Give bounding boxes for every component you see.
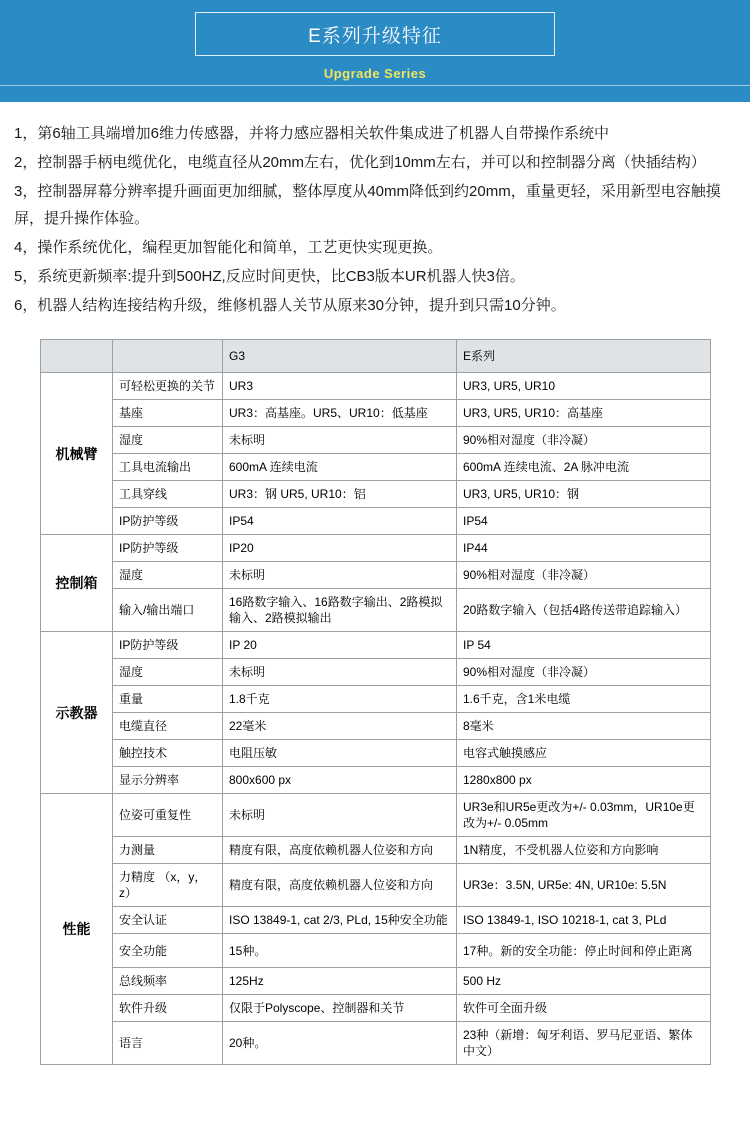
row-label: 湿度 xyxy=(113,427,223,454)
cell-e: IP 54 xyxy=(457,632,711,659)
cell-g3: 未标明 xyxy=(223,427,457,454)
feature-item: 3，控制器屏幕分辨率提升画面更加细腻，整体厚度从40mm降低到约20mm，重量更轻，采用新型电容触摸屏，提升操作体验。 xyxy=(14,183,721,227)
row-label: 软件升级 xyxy=(113,995,223,1022)
table-row xyxy=(41,1022,711,1065)
cell-e: UR3, UR5, UR10：钢 xyxy=(457,481,711,508)
row-label: IP防护等级 xyxy=(113,632,223,659)
row-label: 力精度 （x，y，z） xyxy=(113,864,223,907)
table-row xyxy=(41,481,711,508)
header-cell-e-series: E系列 xyxy=(457,340,711,373)
banner-title-box xyxy=(195,12,555,56)
cell-e: 1.6千克，含1米电缆 xyxy=(457,686,711,713)
table-row xyxy=(41,454,711,481)
row-label: 输入/输出端口 xyxy=(113,589,223,632)
header-banner xyxy=(0,0,750,102)
row-label: 安全功能 xyxy=(113,934,223,968)
row-label: 电缆直径 xyxy=(113,713,223,740)
table-row xyxy=(41,373,711,400)
cell-g3: IP 20 xyxy=(223,632,457,659)
table-row xyxy=(41,508,711,535)
cell-e: ISO 13849-1, ISO 10218-1, cat 3, PLd xyxy=(457,907,711,934)
header-cell-g3: G3 xyxy=(223,340,457,373)
cell-e: 电容式触摸感应 xyxy=(457,740,711,767)
table-header-row xyxy=(41,340,711,373)
cell-e: 23种（新增：匈牙利语、罗马尼亚语、繁体中文） xyxy=(457,1022,711,1065)
group-label-teachpendant: 示教器 xyxy=(41,632,113,794)
table-row xyxy=(41,794,711,837)
cell-g3: 1.8千克 xyxy=(223,686,457,713)
group-label-performance: 性能 xyxy=(41,794,113,1065)
row-label: IP防护等级 xyxy=(113,535,223,562)
table-row xyxy=(41,589,711,632)
cell-g3: UR3：高基座。UR5、UR10：低基座 xyxy=(223,400,457,427)
feature-item: 5，系统更新频率:提升到500HZ,反应时间更快，比CB3版本UR机器人快3倍。 xyxy=(14,268,525,285)
cell-e: 17种。新的安全功能：停止时间和停止距离 xyxy=(457,934,711,968)
spec-table-wrapper xyxy=(0,327,750,1091)
cell-e: 90%相对湿度（非冷凝） xyxy=(457,427,711,454)
table-row xyxy=(41,632,711,659)
table-row xyxy=(41,686,711,713)
row-label: 触控技术 xyxy=(113,740,223,767)
row-label: 可轻松更换的关节 xyxy=(113,373,223,400)
table-row xyxy=(41,934,711,968)
feature-list xyxy=(0,102,750,327)
cell-e: 20路数字输入（包括4路传送带追踪输入） xyxy=(457,589,711,632)
cell-g3: IP54 xyxy=(223,508,457,535)
header-cell-blank-2 xyxy=(113,340,223,373)
cell-e: UR3, UR5, UR10：高基座 xyxy=(457,400,711,427)
row-label: 语言 xyxy=(113,1022,223,1065)
table-row xyxy=(41,907,711,934)
row-label: IP防护等级 xyxy=(113,508,223,535)
row-label: 湿度 xyxy=(113,659,223,686)
header-cell-blank-1 xyxy=(41,340,113,373)
banner-divider xyxy=(0,85,750,86)
table-row xyxy=(41,837,711,864)
feature-item: 1，第6轴工具端增加6维力传感器，并将力感应器相关软件集成进了机器人自带操作系统中 xyxy=(14,125,610,142)
cell-g3: ISO 13849-1, cat 2/3, PLd, 15种安全功能 xyxy=(223,907,457,934)
cell-e: UR3, UR5, UR10 xyxy=(457,373,711,400)
cell-g3: 未标明 xyxy=(223,562,457,589)
cell-e: 软件可全面升级 xyxy=(457,995,711,1022)
row-label: 位姿可重复性 xyxy=(113,794,223,837)
cell-g3: 仅限于Polyscope、控制器和关节 xyxy=(223,995,457,1022)
table-row xyxy=(41,864,711,907)
table-row xyxy=(41,562,711,589)
table-row xyxy=(41,427,711,454)
cell-e: IP44 xyxy=(457,535,711,562)
cell-g3: 20种。 xyxy=(223,1022,457,1065)
cell-g3: 未标明 xyxy=(223,794,457,837)
feature-item: 6，机器人结构连接结构升级，维修机器人关节从原来30分钟，提升到只需10分钟。 xyxy=(14,297,566,314)
group-label-controlbox: 控制箱 xyxy=(41,535,113,632)
row-label: 总线频率 xyxy=(113,968,223,995)
table-row xyxy=(41,713,711,740)
feature-item: 2，控制器手柄电缆优化，电缆直径从20mm左右，优化到10mm左右，并可以和控制器分离（快插结构） xyxy=(14,154,706,171)
cell-g3: 未标明 xyxy=(223,659,457,686)
cell-e: 1N精度，不受机器人位姿和方向影响 xyxy=(457,837,711,864)
cell-g3: 125Hz xyxy=(223,968,457,995)
cell-e: 90%相对湿度（非冷凝） xyxy=(457,659,711,686)
cell-e: 500 Hz xyxy=(457,968,711,995)
row-label: 湿度 xyxy=(113,562,223,589)
cell-g3: 22毫米 xyxy=(223,713,457,740)
banner-subtitle: Upgrade Series xyxy=(323,66,427,81)
table-row xyxy=(41,767,711,794)
row-label: 工具电流输出 xyxy=(113,454,223,481)
cell-e: 600mA 连续电流、2A 脉冲电流 xyxy=(457,454,711,481)
row-label: 力测量 xyxy=(113,837,223,864)
cell-g3: UR3 xyxy=(223,373,457,400)
cell-e: 1280x800 px xyxy=(457,767,711,794)
cell-e: 90%相对湿度（非冷凝） xyxy=(457,562,711,589)
cell-g3: 800x600 px xyxy=(223,767,457,794)
row-label: 重量 xyxy=(113,686,223,713)
cell-g3: UR3：钢 UR5, UR10：铝 xyxy=(223,481,457,508)
cell-g3: IP20 xyxy=(223,535,457,562)
cell-e: UR3e：3.5N, UR5e: 4N, UR10e: 5.5N xyxy=(457,864,711,907)
table-row xyxy=(41,659,711,686)
cell-g3: 精度有限，高度依赖机器人位姿和方向 xyxy=(223,864,457,907)
row-label: 工具穿线 xyxy=(113,481,223,508)
table-row xyxy=(41,400,711,427)
group-label-arm: 机械臂 xyxy=(41,373,113,535)
cell-g3: 电阻压敏 xyxy=(223,740,457,767)
row-label: 基座 xyxy=(113,400,223,427)
comparison-table xyxy=(40,339,711,1065)
cell-g3: 精度有限，高度依赖机器人位姿和方向 xyxy=(223,837,457,864)
cell-g3: 15种。 xyxy=(223,934,457,968)
feature-item: 4，操作系统优化，编程更加智能化和简单，工艺更快实现更换。 xyxy=(14,239,443,256)
table-row xyxy=(41,740,711,767)
row-label: 显示分辨率 xyxy=(113,767,223,794)
cell-e: UR3e和UR5e更改为+/- 0.03mm，UR10e更改为+/- 0.05mm xyxy=(457,794,711,837)
table-row xyxy=(41,995,711,1022)
page-title: E系列升级特征 xyxy=(308,25,442,47)
cell-e: 8毫米 xyxy=(457,713,711,740)
cell-g3: 600mA 连续电流 xyxy=(223,454,457,481)
row-label: 安全认证 xyxy=(113,907,223,934)
table-row xyxy=(41,968,711,995)
table-row xyxy=(41,535,711,562)
cell-e: IP54 xyxy=(457,508,711,535)
cell-g3: 16路数字输入、16路数字输出、2路模拟输入、2路模拟输出 xyxy=(223,589,457,632)
